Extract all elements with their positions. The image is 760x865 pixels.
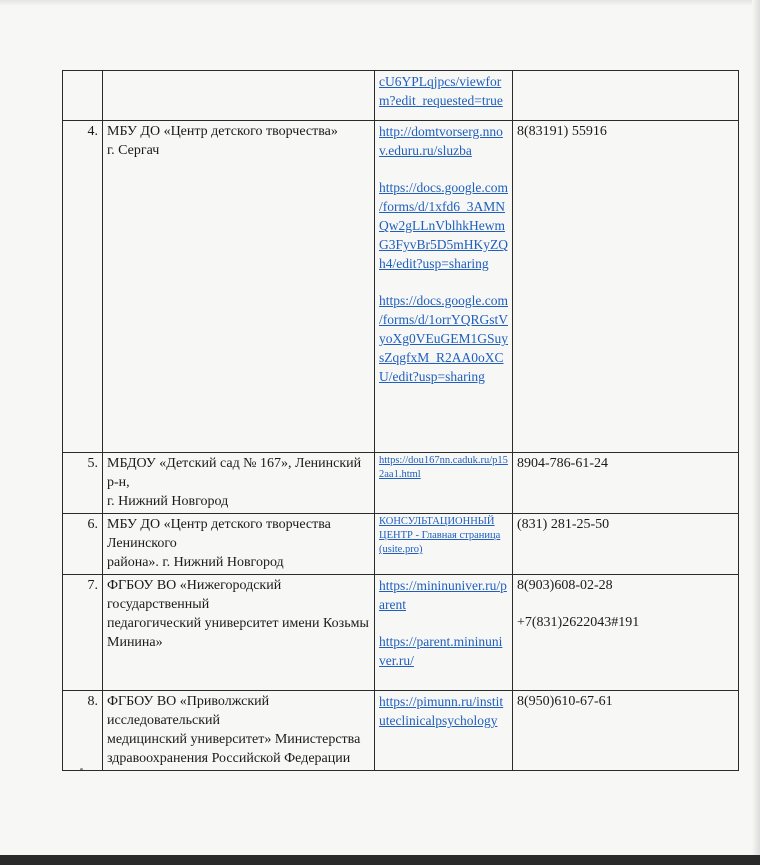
link[interactable]: http://domtvorserg.nnov.eduru.ru/sluzba: [379, 124, 503, 158]
links-cell: [375, 514, 513, 575]
links-cell: [375, 71, 513, 121]
phone-number: 8(950)610-67-61: [517, 694, 613, 709]
link[interactable]: https://docs.google.com/forms/d/1xfd6_3AMNQw2gLLnVblhkHewmG3FyvBr5D5mHKyZQh4/edit?usp=sharing: [379, 180, 509, 271]
scan-edge-bottom: [0, 855, 760, 865]
organizations-table: [62, 70, 739, 771]
links-cell: [375, 575, 513, 691]
name-line: педагогический университет имени Козьмы: [107, 616, 369, 631]
name-line: г. Сергач: [107, 143, 160, 158]
row-number: 7.: [63, 575, 103, 691]
link[interactable]: https://docs.google.com/forms/d/1orrYQRGstVyoXg0VEuGEM1GSuysZqgfxM_R2AA0oXCU/edit?usp=sharing: [379, 293, 509, 384]
name-line: района». г. Нижний Новгород: [107, 555, 284, 570]
table-row: [63, 121, 739, 453]
organization-name: [103, 71, 375, 121]
links-cell: [375, 453, 513, 514]
link[interactable]: КОНСУЛЬТАЦИОННЫЙ ЦЕНТР - Главная страница (usite.pro): [379, 516, 501, 555]
phone-number: 8904-786-61-24: [517, 456, 608, 471]
row-number: 8.: [63, 691, 103, 771]
name-line: Минина»: [107, 635, 163, 650]
name-line: МБУ ДО «Центр детского творчества Ленинского: [107, 517, 331, 551]
row-number: 5.: [63, 453, 103, 514]
phone-number: 8(903)608-02-28: [517, 578, 613, 593]
link[interactable]: cU6YPLqjpcs/viewform?edit_requested=true: [379, 74, 503, 108]
name-line: ФГБОУ ВО «Приволжский исследовательский: [107, 694, 270, 728]
spacer: [379, 160, 508, 178]
phone-number: +7(831)2622043#191: [517, 615, 640, 630]
scan-edge-right: [752, 0, 760, 855]
scan-edge-top: [0, 0, 760, 6]
link[interactable]: https://pimunn.ru/instituteclinicalpsychology: [379, 694, 504, 728]
name-line: ФГБОУ ВО «Нижегородский государственный: [107, 578, 282, 612]
table-row: [63, 575, 739, 691]
spacer: [379, 614, 508, 632]
table-row: [63, 453, 739, 514]
link[interactable]: https://mininuniver.ru/parent: [379, 578, 507, 612]
phone-number: (831) 281-25-50: [517, 517, 610, 532]
organization-name: [103, 575, 375, 691]
name-line: здравоохранения Российской Федерации: [107, 751, 351, 766]
table-row: [63, 691, 739, 771]
link[interactable]: https://parent.mininuniver.ru/: [379, 634, 503, 668]
links-cell: [375, 691, 513, 771]
phone-cell: [513, 691, 739, 771]
name-line: г. Нижний Новгород: [107, 494, 229, 509]
link[interactable]: https://dou167nn.caduk.ru/p152aa1.html: [379, 455, 508, 480]
row-number: 4.: [63, 121, 103, 453]
spacer: [379, 273, 508, 291]
organization-name: [103, 691, 375, 771]
phone-cell: [513, 121, 739, 453]
organization-name: [103, 453, 375, 514]
phone-cell: [513, 453, 739, 514]
table-row: [63, 514, 739, 575]
row-number: 6.: [63, 514, 103, 575]
links-cell: [375, 121, 513, 453]
table-row: [63, 71, 739, 121]
row-number: [63, 71, 103, 121]
phone-cell: [513, 514, 739, 575]
name-line: медицинский университет» Министерства: [107, 732, 361, 747]
name-line: МБДОУ «Детский сад № 167», Ленинский р-н,: [107, 456, 362, 490]
phone-cell: [513, 575, 739, 691]
phone-cell: [513, 71, 739, 121]
organization-name: [103, 514, 375, 575]
phone-number: 8(83191) 55916: [517, 124, 607, 139]
name-line: МБУ ДО «Центр детского творчества»: [107, 124, 338, 139]
spacer: [517, 595, 734, 613]
organization-name: [103, 121, 375, 453]
